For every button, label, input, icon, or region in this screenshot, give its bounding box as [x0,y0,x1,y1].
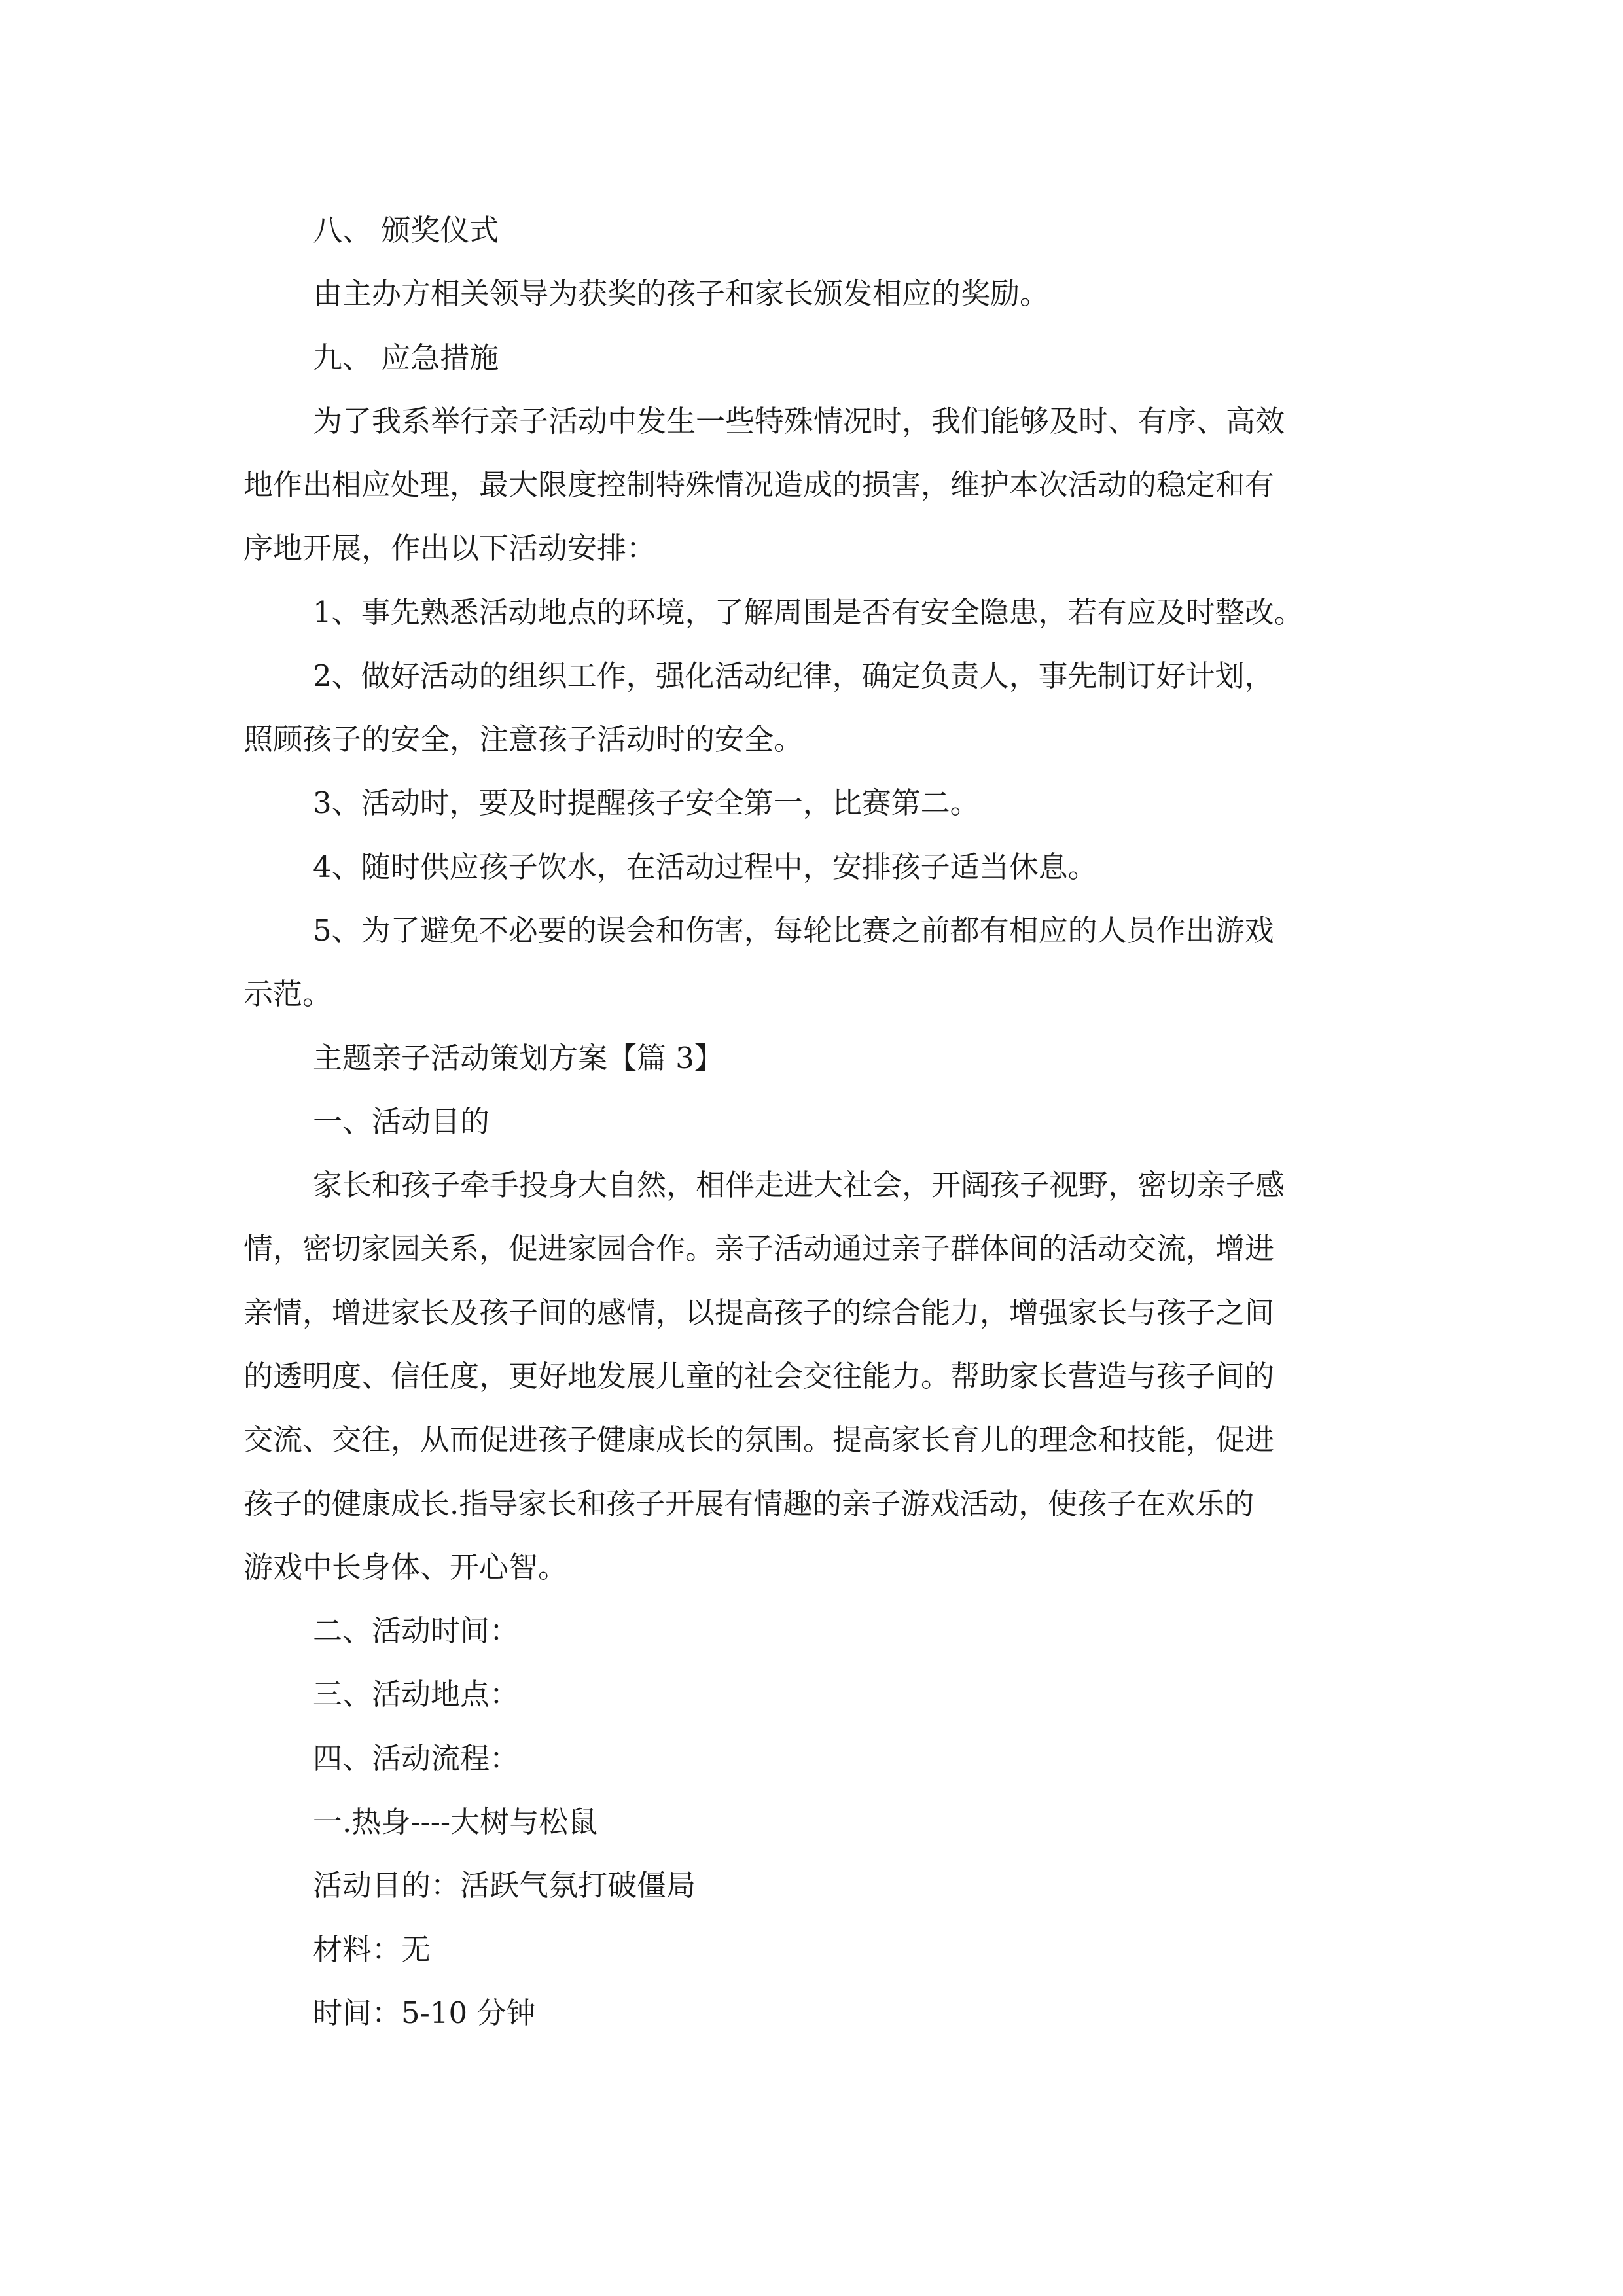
list-item-5: 5、为了避免不必要的误会和伤害，每轮比赛之前都有相应的人员作出游戏 [313,913,1274,948]
section-heading-emergency-measures: 九、 应急措施 [313,340,499,375]
part-title: 主题亲子活动策划方案【篇 3】 [313,1041,724,1075]
list-item-5-continued: 示范。 [243,977,332,1011]
list-item-2-continued: 照顾孩子的安全，注意孩子活动时的安全。 [243,722,804,757]
subsection-heading-warmup: 一.热身----大树与松鼠 [313,1804,598,1839]
paragraph-line: 情，密切家园关系，促进家园合作。亲子活动通过亲子群体间的活动交流，增进 [243,1231,1275,1266]
section-heading-location: 三、活动地点： [313,1677,520,1712]
paragraph-line: 家长和孩子牵手投身大自然，相伴走进大社会，开阔孩子视野，密切亲子感 [313,1168,1285,1202]
list-item-4: 4、随时供应孩子饮水，在活动过程中，安排孩子适当休息。 [313,850,1097,884]
paragraph-line: 孩子的健康成长.指导家长和孩子开展有情趣的亲子游戏活动，使孩子在欢乐的 [243,1486,1255,1521]
detail-line-materials: 材料：无 [313,1932,431,1967]
paragraph-line: 的透明度、信任度，更好地发展儿童的社会交往能力。帮助家长营造与孩子间的 [243,1359,1275,1393]
list-item-3: 3、活动时，要及时提醒孩子安全第一，比赛第二。 [313,785,980,820]
paragraph-line: 序地开展，作出以下活动安排： [243,531,656,565]
paragraph-line: 交流、交往，从而促进孩子健康成长的氛围。提高家长育儿的理念和技能，促进 [243,1422,1275,1457]
paragraph-line: 游戏中长身体、开心智。 [243,1550,568,1585]
section-heading-time: 二、活动时间： [313,1613,520,1648]
detail-line-purpose: 活动目的：活跃气氛打破僵局 [313,1868,696,1903]
section-heading-purpose: 一、活动目的 [313,1104,490,1139]
section-heading-process: 四、活动流程： [313,1741,520,1776]
paragraph-line: 亲情，增进家长及孩子间的感情，以提高孩子的综合能力，增强家长与孩子之间 [243,1295,1275,1330]
list-item-1: 1、事先熟悉活动地点的环境，了解周围是否有安全隐患，若有应及时整改。 [313,595,1304,630]
paragraph-line: 地作出相应处理，最大限度控制特殊情况造成的损害，维护本次活动的稳定和有 [243,467,1275,502]
section-heading-award-ceremony: 八、 颁奖仪式 [313,213,499,247]
list-item-2: 2、做好活动的组织工作，强化活动纪律，确定负责人，事先制订好计划， [313,658,1274,693]
paragraph-line: 为了我系举行亲子活动中发生一些特殊情况时，我们能够及时、有序、高效 [313,404,1285,439]
detail-line-time: 时间：5-10 分钟 [313,1996,536,2030]
paragraph-line: 由主办方相关领导为获奖的孩子和家长颁发相应的奖励。 [313,276,1050,311]
